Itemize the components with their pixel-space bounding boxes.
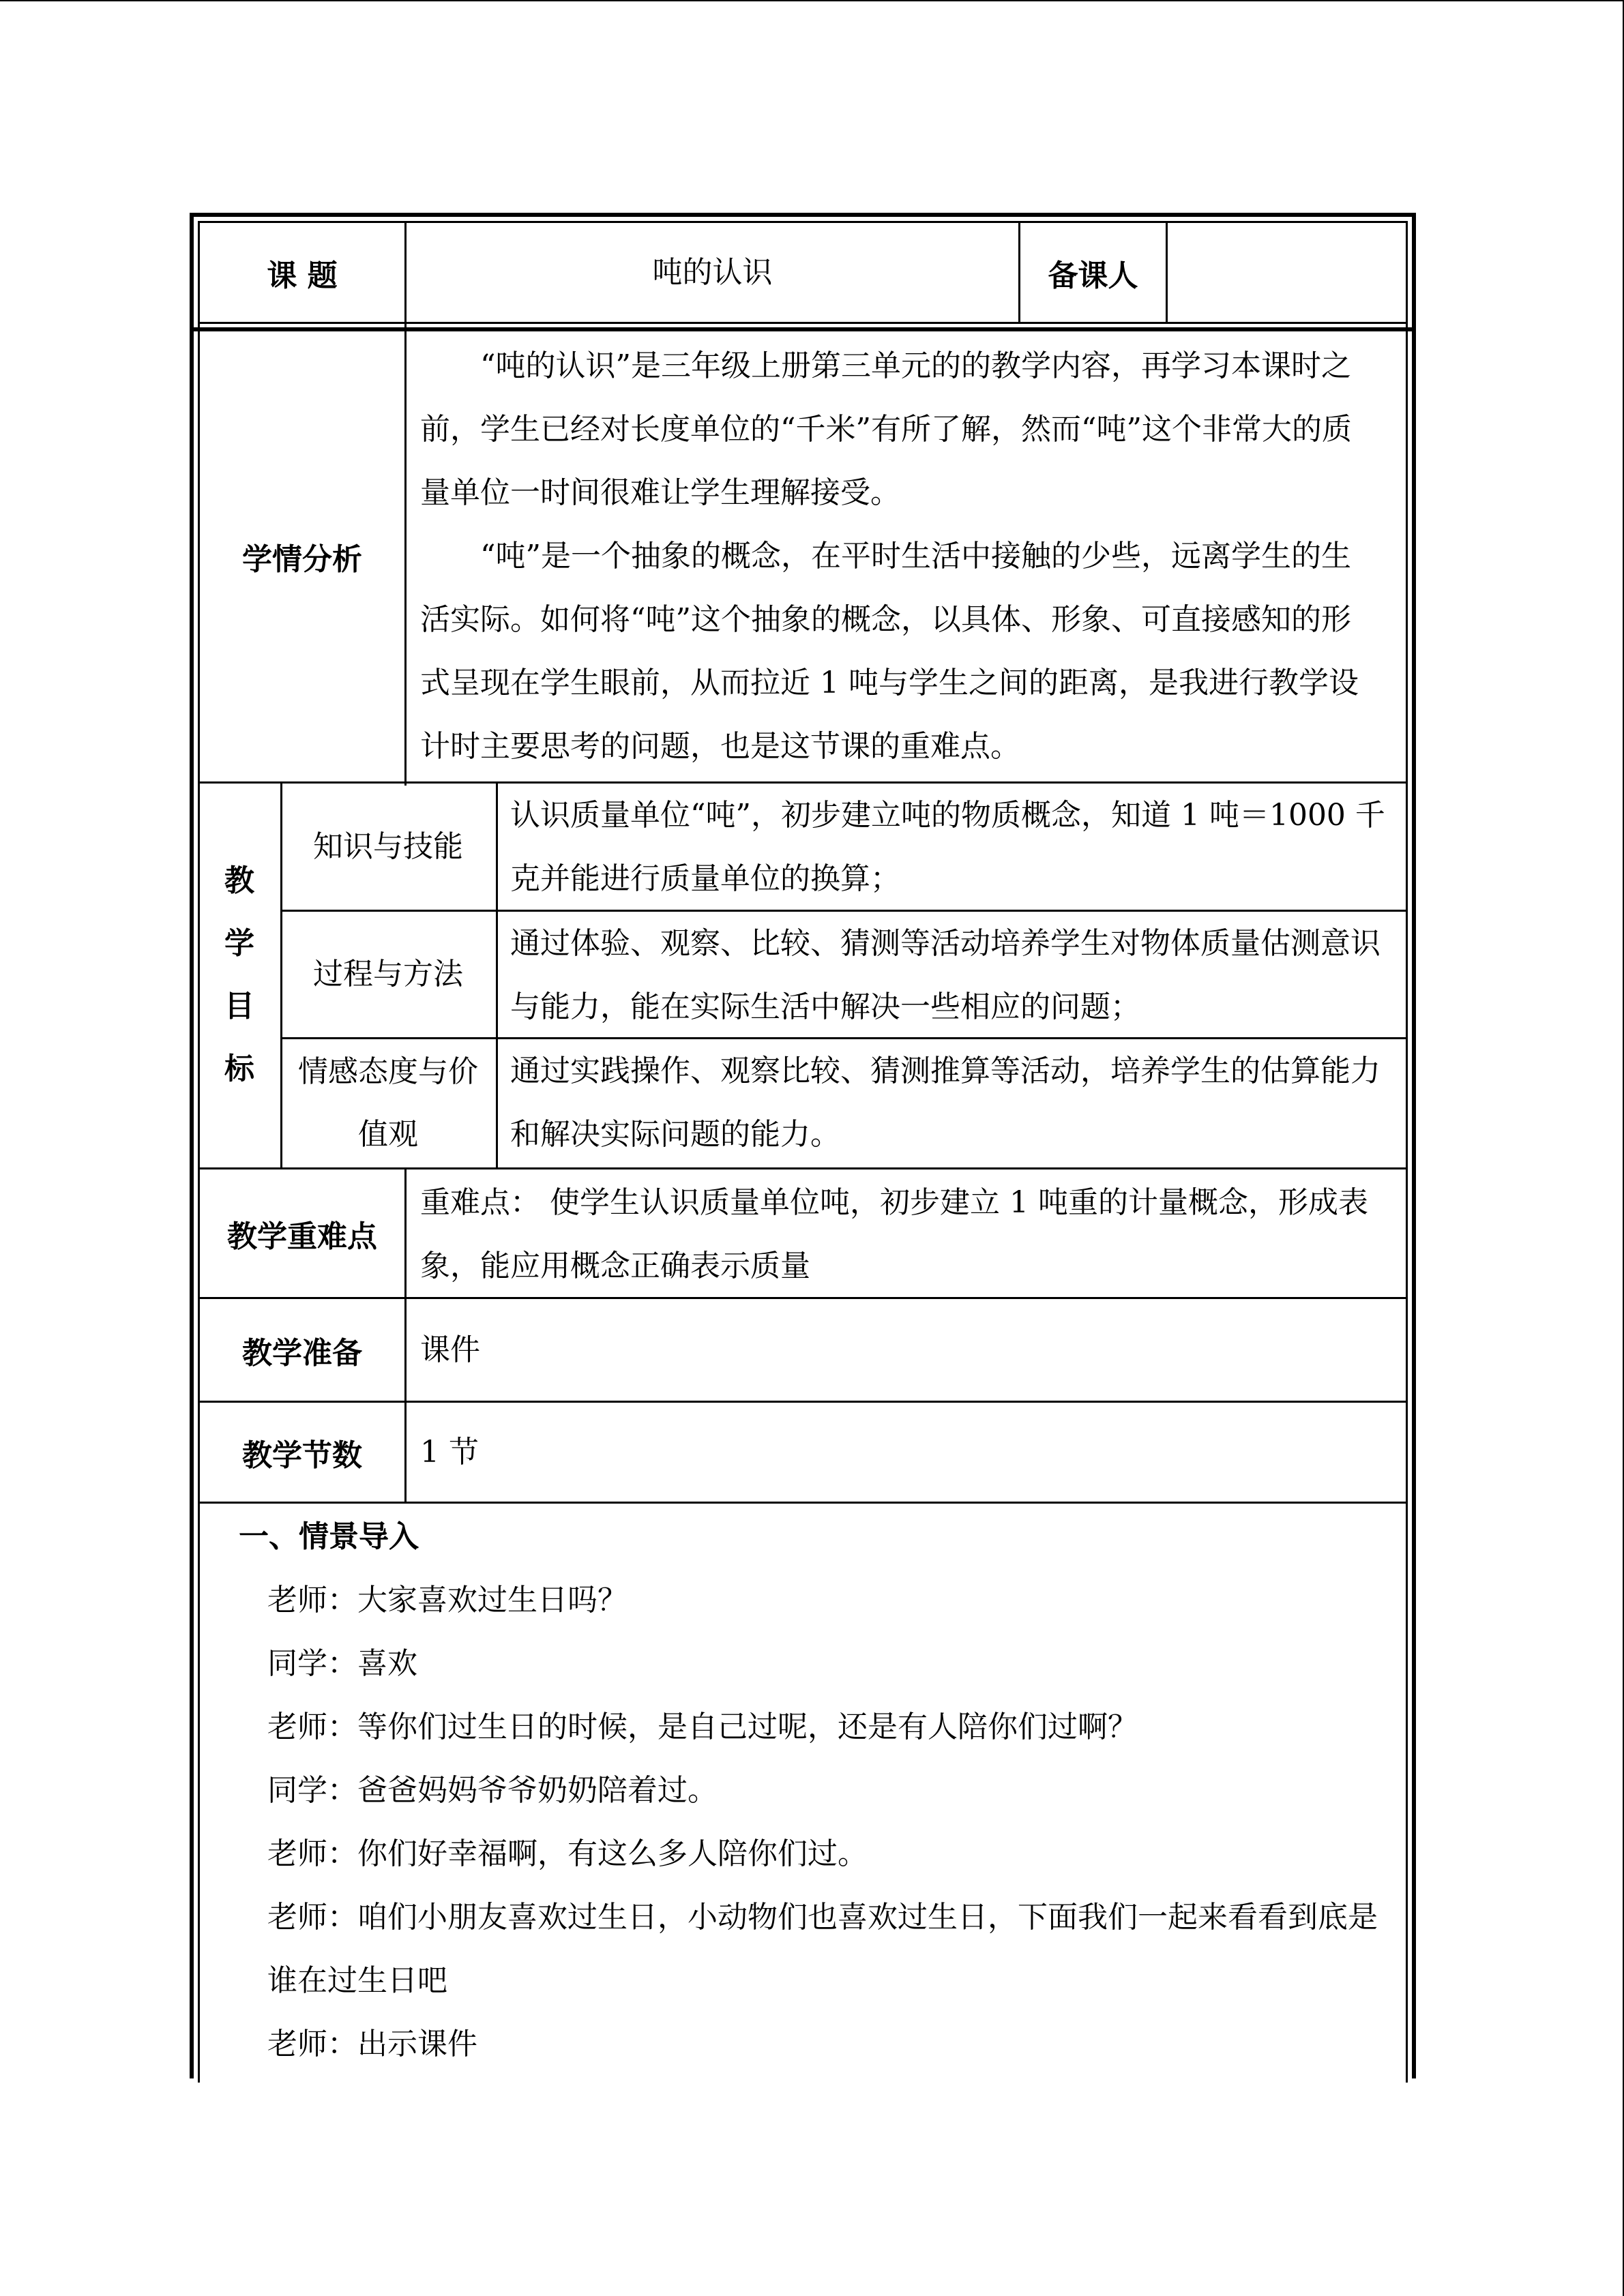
- topic-value: 吨的认识: [652, 254, 773, 290]
- objectives-label-char: 学: [224, 926, 254, 961]
- preparation-content: 课件: [420, 1332, 480, 1367]
- analysis-label: 学情分析: [242, 542, 362, 577]
- objectives-label-char: 标: [224, 1052, 254, 1086]
- periods-content: 1 节: [420, 1435, 479, 1470]
- dialog-line: 同学：爸爸妈妈爷爷奶奶陪着过。: [267, 1773, 718, 1808]
- objective-row-label: 知识与技能: [313, 829, 463, 864]
- objective-row-content: 认识质量单位“吨”，初步建立吨的物质概念，知道 1 吨＝1000 千克并能进行质量单位的换算；: [510, 798, 1385, 896]
- objective-row-label: 过程与方法: [313, 957, 463, 992]
- topic-label: 课 题: [267, 258, 338, 293]
- dialog-line: 老师：咱们小朋友喜欢过生日，小动物们也喜欢过生日，下面我们一起来看看到底是谁在过生日吧: [267, 1900, 1378, 1998]
- analysis-paragraph: “吨”是一个抽象的概念，在平时生活中接触的少些，远离学生的生活实际。如何将“吨”这个抽象的概念，以具体、形象、可直接感知的形式呈现在学生眼前，从而拉近 1 吨与学生之间的距离，是我进行教学设计时主要思考的问题，也是这节课的重难点。: [420, 539, 1359, 764]
- dialog-line: 老师：你们好幸福啊，有这么多人陪你们过。: [267, 1836, 868, 1871]
- dialog-line: 老师：等你们过生日的时候，是自己过呢，还是有人陪你们过啊？: [267, 1710, 1138, 1744]
- preparation-label: 教学准备: [242, 1335, 362, 1371]
- dialog-line: 老师：大家喜欢过生日吗？: [267, 1583, 628, 1617]
- analysis-content: [420, 334, 1375, 778]
- preparer-label: 备课人: [1048, 258, 1138, 293]
- objective-row-content: 通过体验、观察、比较、猜测等活动培养学生对物体质量估测意识与能力，能在实际生活中解决一些相应的问题；: [510, 926, 1381, 1024]
- periods-label: 教学节数: [242, 1437, 362, 1473]
- section-title: 一、情景导入: [239, 1519, 419, 1554]
- key-points-content: 重难点： 使学生认识质量单位吨，初步建立 1 吨重的计量概念，形成表象，能应用概念正确表示质量: [420, 1185, 1368, 1283]
- objectives-label-char: 目: [224, 989, 254, 1024]
- teaching-process: [239, 1505, 1391, 2076]
- key-points-label: 教学重难点: [227, 1219, 377, 1254]
- dialog-line: 同学：喜欢: [267, 1646, 417, 1681]
- page-edge-top: [0, 0, 1624, 1]
- dialog-line: 老师：出示课件: [267, 2027, 477, 2061]
- objective-row-content: 通过实践操作、观察比较、猜测推算等活动，培养学生的估算能力和解决实际问题的能力。: [510, 1054, 1381, 1152]
- objectives-label-char: 教: [224, 863, 254, 898]
- analysis-paragraph: “吨的认识”是三年级上册第三单元的的教学内容，再学习本课时之前，学生已经对长度单位的“千米”有所了解，然而“吨”这个非常大的质量单位一时间很难让学生理解接受。: [420, 348, 1352, 510]
- preparer-value: [1168, 223, 1406, 322]
- objective-row-label: 情感态度与价值观: [298, 1054, 478, 1152]
